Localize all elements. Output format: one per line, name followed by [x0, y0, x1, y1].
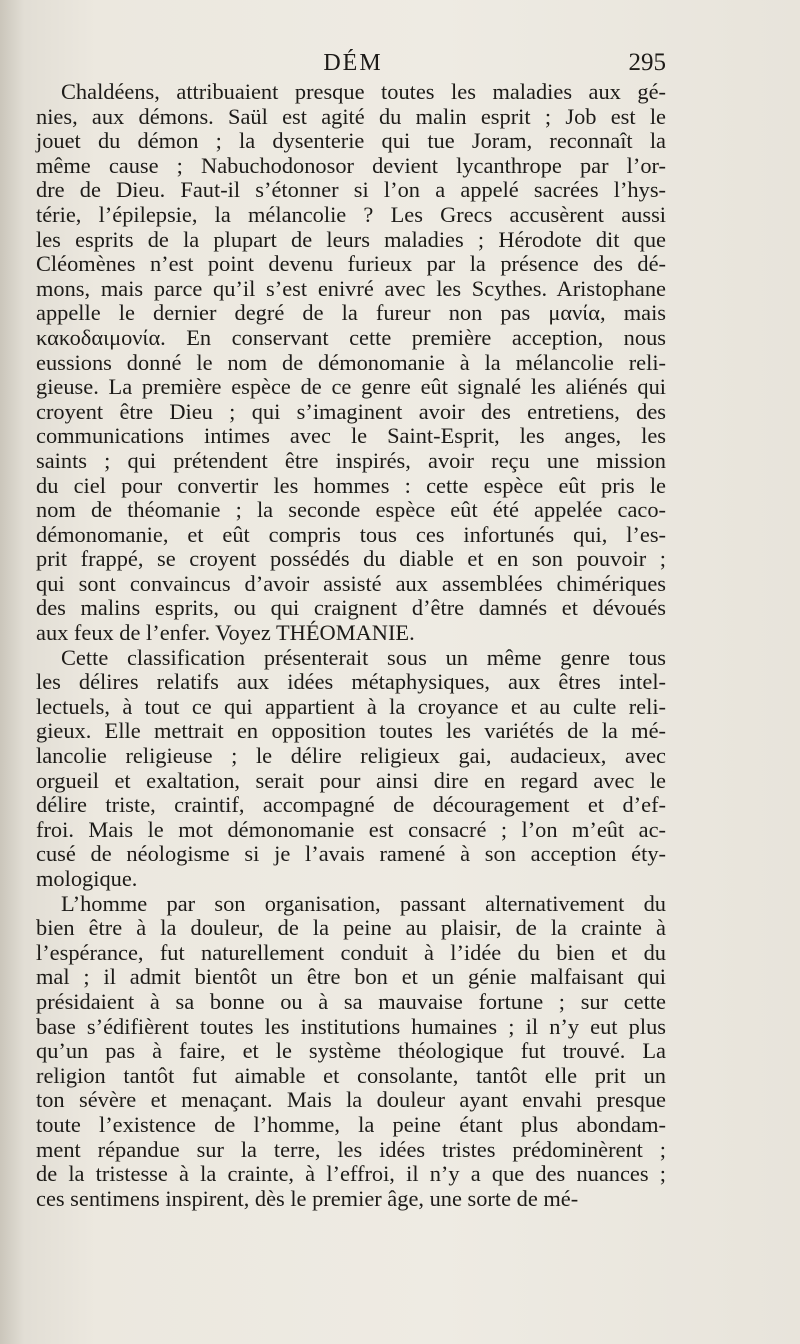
text-line: religion tantôt fut aimable et consolante, tantôt elle prit un	[36, 1062, 666, 1088]
text-line: les délires relatifs aux idées métaphysiques, aux êtres intel-	[36, 669, 666, 695]
text-line: jouet du démon ; la dysenterie qui tue Joram, reconnaît la	[36, 128, 666, 154]
text-line: lectuels, à tout ce qui appartient à la croyance et au culte reli-	[36, 693, 666, 719]
text-line: saints ; qui prétendent être inspirés, avoir reçu une mission	[36, 447, 666, 473]
page-header	[40, 48, 666, 78]
text-line: mons, mais parce qu’il s’est enivré avec les Scythes. Aristophane	[36, 275, 666, 301]
text-line: ment répandue sur la terre, les idées tristes prédominèrent ;	[36, 1136, 666, 1162]
text-line: appelle le dernier degré de la fureur non pas μανία, mais	[36, 300, 666, 326]
text-line: les esprits de la plupart de leurs maladies ; Hérodote dit que	[36, 226, 666, 252]
text-line: qui sont convaincus d’avoir assisté aux assemblées chimériques	[36, 570, 666, 596]
text-line: croyent être Dieu ; qui s’imaginent avoir des entretiens, des	[36, 398, 666, 424]
text-line: Cette classification présenterait sous un même genre tous	[61, 644, 666, 670]
text-line: orgueil et exaltation, serait pour ainsi dire en regard avec le	[36, 767, 666, 793]
page-number: 295	[628, 49, 666, 76]
text-line: base s’édifièrent toutes les institutions humaines ; il n’y eut plus	[36, 1013, 666, 1039]
text-line: dre de Dieu. Faut-il s’étonner si l’on a appelé sacrées l’hys-	[36, 177, 666, 203]
text-line: ton sévère et menaçant. Mais la douleur ayant envahi presque	[36, 1087, 666, 1113]
paragraph	[36, 80, 666, 646]
text-line: du ciel pour convertir les hommes : cette espèce eût pris le	[36, 472, 666, 498]
text-line: térie, l’épilepsie, la mélancolie ? Les Grecs accusèrent aussi	[36, 201, 666, 227]
paragraph	[36, 892, 666, 1212]
text-line: prit frappé, se croyent possédés du diable et en son pouvoir ;	[36, 546, 666, 572]
text-line: aux feux de l’enfer. Voyez THÉOMANIE.	[36, 620, 415, 646]
text-line: gieux. Elle mettrait en opposition toutes les variétés de la mé-	[36, 718, 666, 744]
text-line: toute l’existence de l’homme, la peine étant plus abondam-	[36, 1111, 666, 1137]
text-line: des malins esprits, ou qui craignent d’être damnés et dévoués	[36, 595, 666, 621]
text-line: bien être à la douleur, de la peine au plaisir, de la crainte à	[36, 915, 666, 941]
text-line: présidaient à sa bonne ou à sa mauvaise fortune ; sur cette	[36, 988, 666, 1014]
text-line: même cause ; Nabuchodonosor devient lycanthrope par l’or-	[36, 152, 666, 178]
text-line: gieuse. La première espèce de ce genre eût signalé les aliénés qui	[36, 374, 666, 400]
text-line: délire triste, craintif, accompagné de découragement et d’ef-	[36, 792, 666, 818]
text-line: nies, aux démons. Saül est agité du malin esprit ; Job est le	[36, 103, 666, 129]
text-line: Cléomènes n’est point devenu furieux par la présence des dé-	[36, 251, 666, 277]
text-line: L’homme par son organisation, passant alternativement du	[61, 890, 666, 916]
text-line: nom de théomanie ; la seconde espèce eût été appelée caco-	[36, 497, 666, 523]
text-line: lancolie religieuse ; le délire religieux gai, audacieux, avec	[36, 743, 666, 769]
text-line: démonomanie, et eût compris tous ces infortunés qui, l’es-	[36, 521, 666, 547]
text-line: mologique.	[36, 866, 138, 891]
text-line: Chaldéens, attribuaient presque toutes les maladies aux gé-	[61, 79, 666, 104]
running-head: DÉM	[323, 50, 383, 76]
text-line: l’espérance, fut naturellement conduit à l’idée du bien et du	[36, 939, 666, 965]
text-line: cusé de néologisme si je l’avais ramené à son acception éty-	[36, 841, 666, 867]
text-line: qu’un pas à faire, et le système théologique fut trouvé. La	[36, 1038, 666, 1064]
page-gutter-shadow	[0, 0, 24, 1344]
text-line: mal ; il admit bientôt un être bon et un génie malfaisant qui	[36, 964, 666, 990]
text-line: eussions donné le nom de démonomanie à la mélancolie reli-	[36, 349, 666, 375]
text-line: froi. Mais le mot démonomanie est consacré ; l’on m’eût ac-	[36, 816, 666, 842]
paragraph	[36, 646, 666, 892]
text-line: de la tristesse à la crainte, à l’effroi, il n’y a que des nuances ;	[36, 1161, 666, 1187]
main-text	[36, 80, 666, 1211]
text-line: ces sentimens inspirent, dès le premier âge, une sorte de mé-	[36, 1185, 579, 1211]
text-line: κακοδαιμονία. En conservant cette première acception, nous	[36, 324, 666, 350]
text-line: communications intimes avec le Saint-Esprit, les anges, les	[36, 423, 666, 449]
